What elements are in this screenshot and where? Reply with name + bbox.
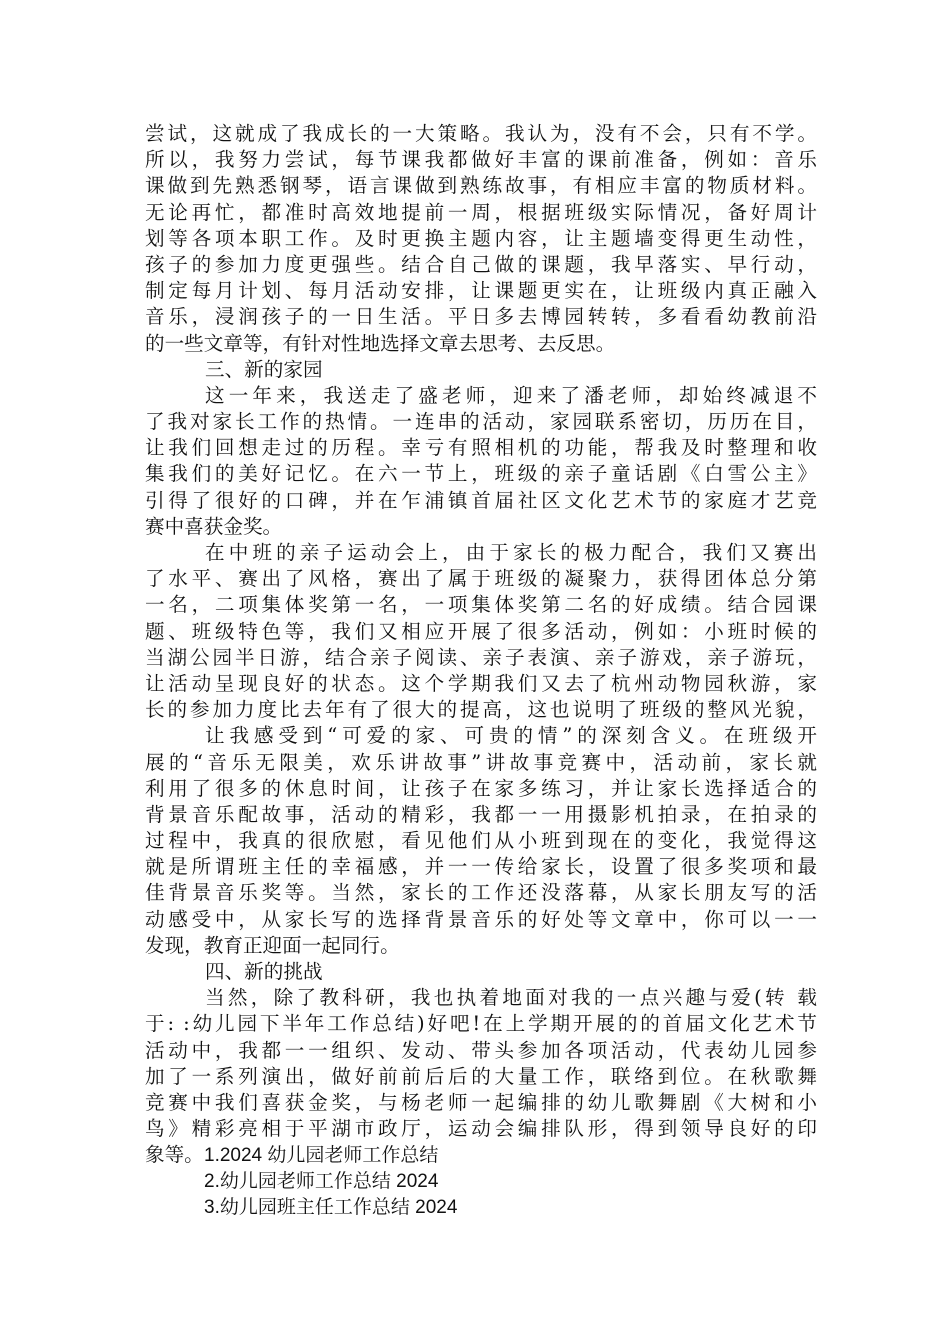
text-line: 课做到先熟悉钢琴，语言课做到熟练故事，有相应丰富的物质材料。 [145, 174, 817, 198]
text-line: 让我感受到“可爱的家、可贵的情”的深刻含义。在班级开 [205, 724, 817, 748]
text-line: 动感受中，从家长写的选择背景音乐的好处等文章中，你可以一一 [145, 907, 817, 931]
text-line: 制定每月计划、每月活动安排，让课题更实在，让班级内真正融入 [145, 279, 817, 303]
related-link-1[interactable]: 1.2024 幼儿园老师工作总结 [204, 1145, 439, 1166]
text-line: 让我们回想走过的历程。幸亏有照相机的功能，帮我及时整理和收 [145, 436, 817, 460]
text-line: 长的参加力度比去年有了很大的提高，这也说明了班级的整风光貌， [145, 698, 817, 722]
text-line: 一名，二项集体奖第一名，一项集体奖第二名的好成绩。结合园课 [145, 593, 817, 617]
paragraph-4 [145, 723, 817, 959]
paragraph-2 [145, 383, 817, 540]
text-line: 鸟》精彩亮相于平湖市政厅，运动会编排队形，得到领导良好的印 [145, 1117, 817, 1141]
text-line: 了我对家长工作的热情。一连串的活动，家园联系密切，历历在目， [145, 410, 817, 434]
text-line: 就是所谓班主任的幸福感，并一一传给家长，设置了很多奖项和最 [145, 855, 817, 879]
text-line: 当湖公园半日游，结合亲子阅读、亲子表演、亲子游戏，亲子游玩， [145, 645, 817, 669]
text-line: 赛中喜获金奖。 [145, 514, 283, 538]
paragraph-3 [145, 540, 817, 723]
text-line: 象等。 [145, 1143, 204, 1167]
text-line: 这一年来，我送走了盛老师，迎来了潘老师，却始终减退不 [205, 383, 817, 407]
related-links [204, 1143, 457, 1221]
text-line: 音乐，浸润孩子的一日生活。平日多去博园转转，多看看幼教前沿 [145, 305, 817, 329]
text-line: 背景音乐配故事，活动的精彩，我都一一用摄影机拍录，在拍录的 [145, 802, 817, 826]
text-line: 孩子的参加力度更强些。结合自己做的课题，我早落实、早行动， [145, 252, 817, 276]
section-heading-3: 三、新的家园 [205, 357, 323, 381]
text-line: 在中班的亲子运动会上，由于家长的极力配合，我们又赛出 [205, 541, 817, 564]
text-line: 引得了很好的口碑，并在乍浦镇首届社区文化艺术节的家庭才艺竞 [145, 488, 817, 512]
paragraph-5 [145, 985, 817, 1168]
text-line: 让活动呈现良好的状态。这个学期我们又去了杭州动物园秋游，家 [145, 671, 817, 695]
text-line: 活动中，我都一一组织、发动、带头参加各项活动，代表幼儿园参 [145, 1038, 817, 1062]
text-line: 无论再忙，都准时高效地提前一周，根据班级实际情况，备好周计 [145, 200, 817, 224]
text-line: 加了一系列演出，做好前前后后的大量工作，联络到位。在秋歌舞 [145, 1064, 817, 1088]
text-line: 所以，我努力尝试，每节课我都做好丰富的课前准备，例如：音乐 [145, 148, 817, 172]
text-line: 了水平、赛出了风格，赛出了属于班级的凝聚力，获得团体总分第 [145, 567, 817, 591]
text-line: 当然，除了教科研，我也执着地面对我的一点兴趣与爱(转 载 [205, 986, 817, 1010]
paragraph-1 [145, 121, 817, 357]
text-line: 利用了很多的休息时间，让孩子在家多练习，并让家长选择适合的 [145, 776, 817, 800]
text-line: 发现，教育正迎面一起同行。 [145, 933, 400, 957]
text-line: 的一些文章等，有针对性地选择文章去思考、去反思。 [145, 331, 616, 355]
related-link-2[interactable]: 2.幼儿园老师工作总结 2024 [204, 1171, 439, 1192]
related-link-3[interactable]: 3.幼儿园班主任工作总结 2024 [204, 1197, 458, 1218]
document-body [145, 121, 817, 1169]
text-line: 于: :幼儿园下半年工作总结)好吧!在上学期开展的的首届文化艺术节 [145, 1012, 817, 1036]
text-line: 尝试，这就成了我成长的一大策略。我认为，没有不会，只有不学。 [145, 122, 817, 145]
text-line: 展的“音乐无限美，欢乐讲故事”讲故事竞赛中，活动前，家长就 [145, 750, 817, 774]
text-line: 佳背景音乐奖等。当然，家长的工作还没落幕，从家长朋友写的活 [145, 881, 817, 905]
text-line: 竞赛中我们喜获金奖，与杨老师一起编排的幼儿歌舞剧《大树和小 [145, 1090, 817, 1114]
text-line: 过程中，我真的很欣慰，看见他们从小班到现在的变化，我觉得这 [145, 829, 817, 853]
text-line: 集我们的美好记忆。在六一节上，班级的亲子童话剧《白雪公主》 [145, 462, 817, 486]
text-line: 题、班级特色等，我们又相应开展了很多活动，例如：小班时候的 [145, 619, 817, 643]
section-heading-4: 四、新的挑战 [205, 960, 323, 983]
text-line: 划等各项本职工作。及时更换主题内容，让主题墙变得更生动性， [145, 226, 817, 250]
